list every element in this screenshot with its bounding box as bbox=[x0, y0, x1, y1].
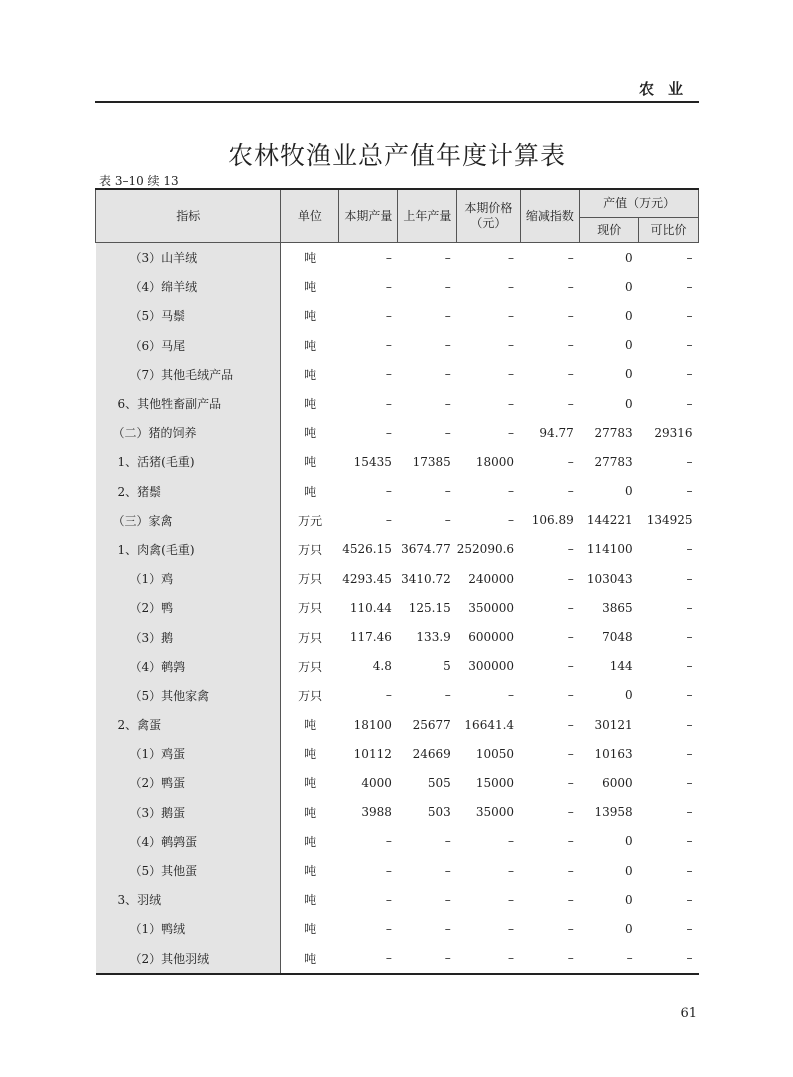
unit-cell: 万只 bbox=[298, 601, 323, 616]
deflator-cell: – bbox=[567, 951, 574, 966]
last-year-output-cell: 503 bbox=[427, 805, 451, 820]
deflator-cell: – bbox=[567, 396, 574, 411]
deflator-cell: – bbox=[567, 834, 574, 849]
last-year-output-cell: – bbox=[444, 863, 451, 878]
table-row bbox=[96, 272, 699, 301]
header-unit: 单位 bbox=[281, 189, 339, 243]
current-output-cell: – bbox=[385, 951, 392, 966]
indicator-cell: （3）山羊绒 bbox=[96, 243, 281, 273]
current-value-cell: 0 bbox=[624, 396, 633, 411]
current-price-cell: 300000 bbox=[468, 659, 515, 674]
current-value-cell: 144221 bbox=[586, 513, 633, 528]
unit-cell: 吨 bbox=[304, 484, 317, 499]
current-value-cell: 0 bbox=[624, 688, 633, 703]
unit-cell: 吨 bbox=[304, 280, 317, 295]
current-price-cell: – bbox=[508, 688, 515, 703]
current-value-cell: 0 bbox=[624, 863, 633, 878]
table-row bbox=[96, 535, 699, 564]
current-output-cell: 4.8 bbox=[372, 659, 392, 674]
deflator-cell: – bbox=[567, 454, 574, 469]
indicator-cell: 3、羽绒 bbox=[96, 885, 281, 914]
deflator-cell: – bbox=[567, 805, 574, 820]
unit-cell: 吨 bbox=[304, 747, 317, 762]
comparable-value-cell: – bbox=[686, 454, 693, 469]
comparable-value-cell: – bbox=[686, 308, 693, 323]
table-row bbox=[96, 389, 699, 418]
unit-cell: 吨 bbox=[304, 251, 317, 266]
last-year-output-cell: 5 bbox=[443, 659, 451, 674]
indicator-cell: （4）绵羊绒 bbox=[96, 272, 281, 301]
deflator-cell: – bbox=[567, 571, 574, 586]
table-row bbox=[96, 564, 699, 593]
current-value-cell: 13958 bbox=[594, 805, 633, 820]
indicator-cell: （6）马尾 bbox=[96, 331, 281, 360]
comparable-value-cell: – bbox=[686, 805, 693, 820]
table-row bbox=[96, 418, 699, 447]
deflator-cell: – bbox=[567, 308, 574, 323]
comparable-value-cell: 134925 bbox=[646, 513, 693, 528]
deflator-cell: – bbox=[567, 338, 574, 353]
current-output-cell: – bbox=[385, 484, 392, 499]
comparable-value-cell: – bbox=[686, 775, 693, 790]
table-row bbox=[96, 798, 699, 827]
indicator-cell: 2、禽蛋 bbox=[96, 710, 281, 739]
last-year-output-cell: 133.9 bbox=[416, 630, 451, 645]
table-row bbox=[96, 885, 699, 914]
unit-cell: 吨 bbox=[304, 864, 317, 879]
last-year-output-cell: – bbox=[444, 513, 451, 528]
unit-cell: 吨 bbox=[304, 426, 317, 441]
deflator-cell: – bbox=[567, 630, 574, 645]
current-value-cell: 30121 bbox=[594, 717, 633, 732]
table-row bbox=[96, 652, 699, 681]
current-value-cell: 7048 bbox=[602, 630, 633, 645]
comparable-value-cell: – bbox=[686, 834, 693, 849]
indicator-cell: （1）鸡 bbox=[96, 564, 281, 593]
current-price-cell: 16641.4 bbox=[464, 717, 515, 732]
last-year-output-cell: – bbox=[444, 367, 451, 382]
last-year-output-cell: – bbox=[444, 834, 451, 849]
indicator-cell: （5）其他蛋 bbox=[96, 856, 281, 885]
indicator-cell: （3）鹅 bbox=[96, 622, 281, 651]
unit-cell: 吨 bbox=[304, 893, 317, 908]
header-current-price: 本期价格（元） bbox=[457, 189, 520, 243]
last-year-output-cell: – bbox=[444, 425, 451, 440]
current-price-cell: – bbox=[508, 951, 515, 966]
current-price-cell: – bbox=[508, 892, 515, 907]
current-value-cell: – bbox=[626, 951, 633, 966]
unit-cell: 吨 bbox=[304, 718, 317, 733]
unit-cell: 万元 bbox=[298, 513, 323, 528]
indicator-cell: （3）鹅蛋 bbox=[96, 798, 281, 827]
last-year-output-cell: 3410.72 bbox=[401, 571, 451, 586]
table-row bbox=[96, 681, 699, 710]
current-output-cell: 15435 bbox=[353, 454, 392, 469]
comparable-value-cell: – bbox=[686, 630, 693, 645]
current-value-cell: 0 bbox=[624, 921, 633, 936]
table-row bbox=[96, 827, 699, 856]
current-price-cell: – bbox=[508, 921, 515, 936]
table-row bbox=[96, 506, 699, 535]
current-value-cell: 144 bbox=[609, 659, 633, 674]
table-row bbox=[96, 593, 699, 622]
indicator-cell: （5）马鬃 bbox=[96, 301, 281, 330]
table-row bbox=[96, 360, 699, 389]
current-value-cell: 0 bbox=[624, 279, 633, 294]
current-output-cell: – bbox=[385, 834, 392, 849]
table-row bbox=[96, 301, 699, 330]
indicator-cell: （1）鸡蛋 bbox=[96, 739, 281, 768]
current-price-cell: 18000 bbox=[475, 454, 515, 469]
table-note: 表 3–10 续 13 bbox=[99, 174, 179, 188]
current-price-cell: – bbox=[508, 396, 515, 411]
indicator-cell: （2）鸭蛋 bbox=[96, 768, 281, 797]
current-value-cell: 0 bbox=[624, 308, 633, 323]
table-row bbox=[96, 622, 699, 651]
last-year-output-cell: 125.15 bbox=[408, 600, 451, 615]
current-value-cell: 0 bbox=[624, 338, 633, 353]
table-row bbox=[96, 768, 699, 797]
indicator-cell: （4）鹌鹑蛋 bbox=[96, 827, 281, 856]
current-output-cell: – bbox=[385, 892, 392, 907]
page-title: 农林牧渔业总产值年度计算表 bbox=[227, 141, 566, 170]
unit-cell: 吨 bbox=[304, 455, 317, 470]
last-year-output-cell: 24669 bbox=[412, 746, 451, 761]
deflator-cell: – bbox=[567, 279, 574, 294]
current-price-cell: 600000 bbox=[468, 630, 515, 645]
unit-cell: 吨 bbox=[304, 367, 317, 382]
unit-cell: 吨 bbox=[304, 951, 317, 966]
last-year-output-cell: 505 bbox=[427, 775, 451, 790]
current-price-cell: – bbox=[508, 834, 515, 849]
unit-cell: 吨 bbox=[304, 397, 317, 412]
current-value-cell: 0 bbox=[624, 250, 633, 265]
current-output-cell: – bbox=[385, 425, 392, 440]
unit-cell: 吨 bbox=[304, 922, 317, 937]
unit-cell: 万只 bbox=[298, 688, 323, 703]
deflator-cell: – bbox=[567, 688, 574, 703]
current-value-cell: 10163 bbox=[594, 746, 633, 761]
unit-cell: 吨 bbox=[304, 309, 317, 324]
current-output-cell: – bbox=[385, 250, 392, 265]
deflator-cell: 106.89 bbox=[531, 513, 574, 528]
deflator-cell: – bbox=[567, 921, 574, 936]
section-title: 农业 bbox=[638, 80, 697, 98]
comparable-value-cell: – bbox=[686, 600, 693, 615]
table-row bbox=[96, 243, 699, 273]
header-indicator: 指标 bbox=[96, 189, 281, 243]
last-year-output-cell: 17385 bbox=[412, 454, 451, 469]
deflator-cell: – bbox=[567, 367, 574, 382]
unit-cell: 吨 bbox=[304, 805, 317, 820]
last-year-output-cell: 3674.77 bbox=[401, 542, 451, 557]
current-output-cell: – bbox=[385, 863, 392, 878]
comparable-value-cell: – bbox=[686, 571, 693, 586]
current-output-cell: – bbox=[385, 367, 392, 382]
current-price-cell: – bbox=[508, 250, 515, 265]
unit-cell: 吨 bbox=[304, 776, 317, 791]
current-value-cell: 0 bbox=[624, 834, 633, 849]
last-year-output-cell: – bbox=[444, 921, 451, 936]
header-current-output: 本期产量 bbox=[339, 189, 398, 243]
deflator-cell: – bbox=[567, 892, 574, 907]
current-output-cell: 4526.15 bbox=[342, 542, 392, 557]
section-header bbox=[95, 78, 699, 100]
indicator-cell: （2）其他羽绒 bbox=[96, 944, 281, 974]
comparable-value-cell: – bbox=[686, 250, 693, 265]
unit-cell: 吨 bbox=[304, 834, 317, 849]
comparable-value-cell: – bbox=[686, 921, 693, 936]
last-year-output-cell: – bbox=[444, 308, 451, 323]
current-output-cell: – bbox=[385, 338, 392, 353]
current-output-cell: 4000 bbox=[361, 775, 392, 790]
current-price-cell: – bbox=[508, 338, 515, 353]
indicator-cell: （5）其他家禽 bbox=[96, 681, 281, 710]
table-row bbox=[96, 710, 699, 739]
current-price-cell: 350000 bbox=[468, 600, 515, 615]
current-value-cell: 0 bbox=[624, 367, 633, 382]
deflator-cell: 94.77 bbox=[539, 425, 574, 440]
header-deflator: 缩减指数 bbox=[520, 189, 580, 243]
comparable-value-cell: – bbox=[686, 863, 693, 878]
deflator-cell: – bbox=[567, 600, 574, 615]
header-comparable-price-value: 可比价 bbox=[639, 218, 699, 243]
deflator-cell: – bbox=[567, 484, 574, 499]
last-year-output-cell: 25677 bbox=[412, 717, 451, 732]
current-price-cell: 35000 bbox=[475, 805, 515, 820]
current-value-cell: 0 bbox=[624, 892, 633, 907]
current-price-cell: – bbox=[508, 425, 515, 440]
current-output-cell: – bbox=[385, 279, 392, 294]
comparable-value-cell: – bbox=[686, 746, 693, 761]
current-output-cell: – bbox=[385, 396, 392, 411]
current-price-cell: – bbox=[508, 308, 515, 323]
current-price-cell: 240000 bbox=[468, 571, 515, 586]
unit-cell: 万只 bbox=[298, 572, 323, 587]
last-year-output-cell: – bbox=[444, 951, 451, 966]
unit-cell: 万只 bbox=[298, 659, 323, 674]
table-row bbox=[96, 739, 699, 768]
current-price-cell: – bbox=[508, 367, 515, 382]
indicator-cell: （1）鸭绒 bbox=[96, 914, 281, 943]
indicator-cell: 2、猪鬃 bbox=[96, 477, 281, 506]
table-row bbox=[96, 914, 699, 943]
indicator-cell: （2）鸭 bbox=[96, 593, 281, 622]
indicator-cell: （二）猪的饲养 bbox=[96, 418, 281, 447]
current-value-cell: 27783 bbox=[594, 454, 633, 469]
table-row bbox=[96, 447, 699, 476]
header-current-price-value: 现价 bbox=[580, 218, 639, 243]
last-year-output-cell: – bbox=[444, 279, 451, 294]
unit-cell: 吨 bbox=[304, 338, 317, 353]
current-output-cell: 117.46 bbox=[349, 630, 392, 645]
table-body bbox=[96, 243, 699, 974]
current-output-cell: – bbox=[385, 921, 392, 936]
comparable-value-cell: – bbox=[686, 688, 693, 703]
current-price-cell: – bbox=[508, 484, 515, 499]
header-output-value: 产值（万元） bbox=[580, 189, 699, 218]
current-output-cell: 4293.45 bbox=[342, 571, 392, 586]
comparable-value-cell: – bbox=[686, 367, 693, 382]
indicator-cell: 6、其他牲畜副产品 bbox=[96, 389, 281, 418]
current-output-cell: 10112 bbox=[353, 746, 392, 761]
current-price-cell: 252090.6 bbox=[456, 542, 515, 557]
comparable-value-cell: – bbox=[686, 892, 693, 907]
deflator-cell: – bbox=[567, 863, 574, 878]
comparable-value-cell: – bbox=[686, 484, 693, 499]
unit-cell: 万只 bbox=[298, 542, 323, 557]
current-output-cell: 110.44 bbox=[349, 600, 392, 615]
current-price-cell: – bbox=[508, 863, 515, 878]
current-value-cell: 114100 bbox=[586, 542, 633, 557]
current-price-cell: 15000 bbox=[475, 775, 515, 790]
current-value-cell: 103043 bbox=[586, 571, 633, 586]
comparable-value-cell: – bbox=[686, 396, 693, 411]
deflator-cell: – bbox=[567, 542, 574, 557]
deflator-cell: – bbox=[567, 659, 574, 674]
current-output-cell: – bbox=[385, 513, 392, 528]
header-rule bbox=[95, 101, 699, 103]
table-row bbox=[96, 856, 699, 885]
current-price-cell: – bbox=[508, 513, 515, 528]
comparable-value-cell: 29316 bbox=[654, 425, 693, 440]
indicator-cell: （4）鹌鹑 bbox=[96, 652, 281, 681]
current-value-cell: 27783 bbox=[594, 425, 633, 440]
current-price-cell: – bbox=[508, 279, 515, 294]
current-value-cell: 3865 bbox=[602, 600, 633, 615]
last-year-output-cell: – bbox=[444, 484, 451, 499]
unit-cell: 万只 bbox=[298, 630, 323, 645]
last-year-output-cell: – bbox=[444, 688, 451, 703]
page-number: 61 bbox=[680, 1006, 697, 1021]
current-value-cell: 6000 bbox=[602, 775, 633, 790]
comparable-value-cell: – bbox=[686, 717, 693, 732]
comparable-value-cell: – bbox=[686, 951, 693, 966]
current-value-cell: 0 bbox=[624, 484, 633, 499]
deflator-cell: – bbox=[567, 250, 574, 265]
deflator-cell: – bbox=[567, 717, 574, 732]
deflator-cell: – bbox=[567, 775, 574, 790]
comparable-value-cell: – bbox=[686, 279, 693, 294]
last-year-output-cell: – bbox=[444, 892, 451, 907]
table-row bbox=[96, 944, 699, 974]
indicator-cell: 1、肉禽(毛重) bbox=[96, 535, 281, 564]
indicator-cell: （三）家禽 bbox=[96, 506, 281, 535]
table-row bbox=[96, 331, 699, 360]
table-row bbox=[96, 477, 699, 506]
header-last-year-output: 上年产量 bbox=[398, 189, 457, 243]
current-output-cell: 3988 bbox=[361, 805, 392, 820]
current-output-cell: – bbox=[385, 688, 392, 703]
deflator-cell: – bbox=[567, 746, 574, 761]
data-table bbox=[95, 188, 699, 975]
current-output-cell: 18100 bbox=[353, 717, 392, 732]
last-year-output-cell: – bbox=[444, 250, 451, 265]
current-price-cell: 10050 bbox=[475, 746, 515, 761]
comparable-value-cell: – bbox=[686, 542, 693, 557]
indicator-cell: 1、活猪(毛重) bbox=[96, 447, 281, 476]
last-year-output-cell: – bbox=[444, 396, 451, 411]
comparable-value-cell: – bbox=[686, 338, 693, 353]
indicator-cell: （7）其他毛绒产品 bbox=[96, 360, 281, 389]
comparable-value-cell: – bbox=[686, 659, 693, 674]
current-output-cell: – bbox=[385, 308, 392, 323]
last-year-output-cell: – bbox=[444, 338, 451, 353]
